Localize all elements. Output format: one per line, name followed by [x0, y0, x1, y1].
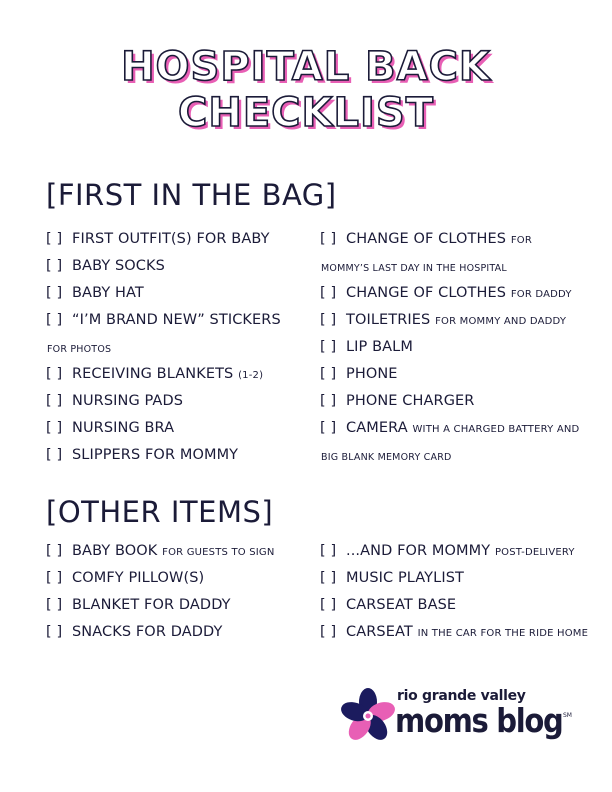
item-label: PHONE CHARGER [346, 393, 475, 409]
checklist-item[interactable] [320, 339, 413, 355]
checkbox[interactable]: [ ] [320, 597, 337, 613]
checklist-item[interactable] [320, 597, 456, 613]
item-label: NURSING PADS [72, 393, 184, 409]
checklist-item[interactable] [320, 420, 579, 436]
item-label: TOILETRIES [346, 312, 431, 328]
checkbox[interactable]: [ ] [46, 393, 63, 409]
item-label: BABY HAT [72, 285, 144, 301]
section-heading-other-items: [OTHER ITEMS] [46, 495, 274, 529]
item-continuation: BIG BLANK MEMORY CARD [321, 452, 452, 463]
item-label: CHANGE OF CLOTHES [346, 231, 507, 247]
checkbox[interactable]: [ ] [46, 366, 63, 382]
checkbox[interactable]: [ ] [320, 393, 337, 409]
brand-logo [340, 684, 580, 748]
item-note: FOR [510, 235, 532, 246]
checkbox[interactable]: [ ] [46, 285, 63, 301]
section-heading-first-in-bag: [FIRST IN THE BAG] [46, 178, 337, 212]
item-note: (1-2) [238, 370, 264, 381]
item-label: COMFY PILLOW(S) [72, 570, 205, 586]
checklist-item[interactable] [46, 624, 222, 640]
logo-tagline: rio grande valley [397, 688, 526, 704]
checkbox[interactable]: [ ] [320, 624, 337, 640]
checkbox[interactable]: [ ] [320, 543, 337, 559]
checklist-item[interactable] [320, 285, 572, 301]
checkbox[interactable]: [ ] [320, 420, 337, 436]
checkbox[interactable]: [ ] [46, 312, 63, 328]
item-label: “I’M BRAND NEW” STICKERS [72, 312, 281, 328]
item-label: BLANKET FOR DADDY [72, 597, 231, 613]
item-label: LIP BALM [346, 339, 413, 355]
item-note: POST-DELIVERY [494, 547, 575, 558]
checkbox[interactable]: [ ] [46, 543, 63, 559]
checklist-item[interactable] [46, 231, 270, 247]
checkbox[interactable]: [ ] [320, 570, 337, 586]
checklist-item[interactable] [46, 597, 231, 613]
item-label: CARSEAT [346, 624, 413, 640]
checkbox[interactable]: [ ] [320, 285, 337, 301]
item-note: FOR MOMMY AND DADDY [435, 316, 567, 327]
item-note: IN THE CAR FOR THE RIDE HOME [417, 628, 589, 639]
item-note: WITH A CHARGED BATTERY AND [412, 424, 580, 435]
checkbox[interactable]: [ ] [46, 624, 63, 640]
item-label: SNACKS FOR DADDY [72, 624, 223, 640]
checklist-item[interactable] [320, 543, 575, 559]
item-note: FOR DADDY [510, 289, 572, 300]
checklist-item[interactable] [46, 258, 165, 274]
checklist-item[interactable] [46, 543, 275, 559]
checklist-item[interactable] [320, 366, 398, 382]
checklist-item[interactable] [46, 447, 238, 463]
checklist-item[interactable] [46, 285, 144, 301]
item-label: FIRST OUTFIT(S) FOR BABY [72, 231, 270, 247]
item-label: SLIPPERS FOR MOMMY [72, 447, 239, 463]
checkbox[interactable]: [ ] [46, 231, 63, 247]
item-label: PHONE [346, 366, 398, 382]
item-continuation: MOMMY’S LAST DAY IN THE HOSPITAL [321, 263, 507, 274]
checkbox[interactable]: [ ] [46, 420, 63, 436]
item-label: CHANGE OF CLOTHES [346, 285, 507, 301]
item-label: CARSEAT BASE [346, 597, 457, 613]
checklist-item[interactable] [320, 312, 566, 328]
item-label: MUSIC PLAYLIST [346, 570, 464, 586]
item-note: FOR GUESTS TO SIGN [162, 547, 275, 558]
checkbox[interactable]: [ ] [320, 339, 337, 355]
checklist-item[interactable] [46, 393, 183, 409]
checkbox[interactable]: [ ] [46, 447, 63, 463]
checkbox[interactable]: [ ] [320, 312, 337, 328]
checkbox[interactable]: [ ] [320, 366, 337, 382]
flower-icon [340, 686, 396, 746]
checklist-item[interactable] [320, 393, 474, 409]
item-label: BABY BOOK [72, 543, 158, 559]
checkbox[interactable]: [ ] [46, 570, 63, 586]
item-label: NURSING BRA [72, 420, 175, 436]
checklist-item[interactable] [320, 570, 464, 586]
item-label: BABY SOCKS [72, 258, 165, 274]
checklist-item[interactable] [46, 420, 174, 436]
checklist-item[interactable] [320, 231, 532, 247]
logo-wordmark: moms blog [395, 701, 563, 740]
checkbox[interactable]: [ ] [46, 597, 63, 613]
logo-trademark: SM [563, 712, 572, 719]
checklist-item[interactable] [46, 366, 263, 382]
checkbox[interactable]: [ ] [320, 231, 337, 247]
item-label: RECEIVING BLANKETS [72, 366, 234, 382]
page-title-line1: HOSPITAL BACK [121, 44, 491, 90]
checkbox[interactable]: [ ] [46, 258, 63, 274]
checklist-item[interactable] [46, 312, 281, 328]
item-label: CAMERA [346, 420, 408, 436]
item-label: ...AND FOR MOMMY [346, 543, 491, 559]
item-continuation: FOR PHOTOS [47, 344, 112, 355]
checklist-item[interactable] [320, 624, 588, 640]
page-title-line2: CHECKLIST [178, 90, 434, 136]
checklist-item[interactable] [46, 570, 204, 586]
